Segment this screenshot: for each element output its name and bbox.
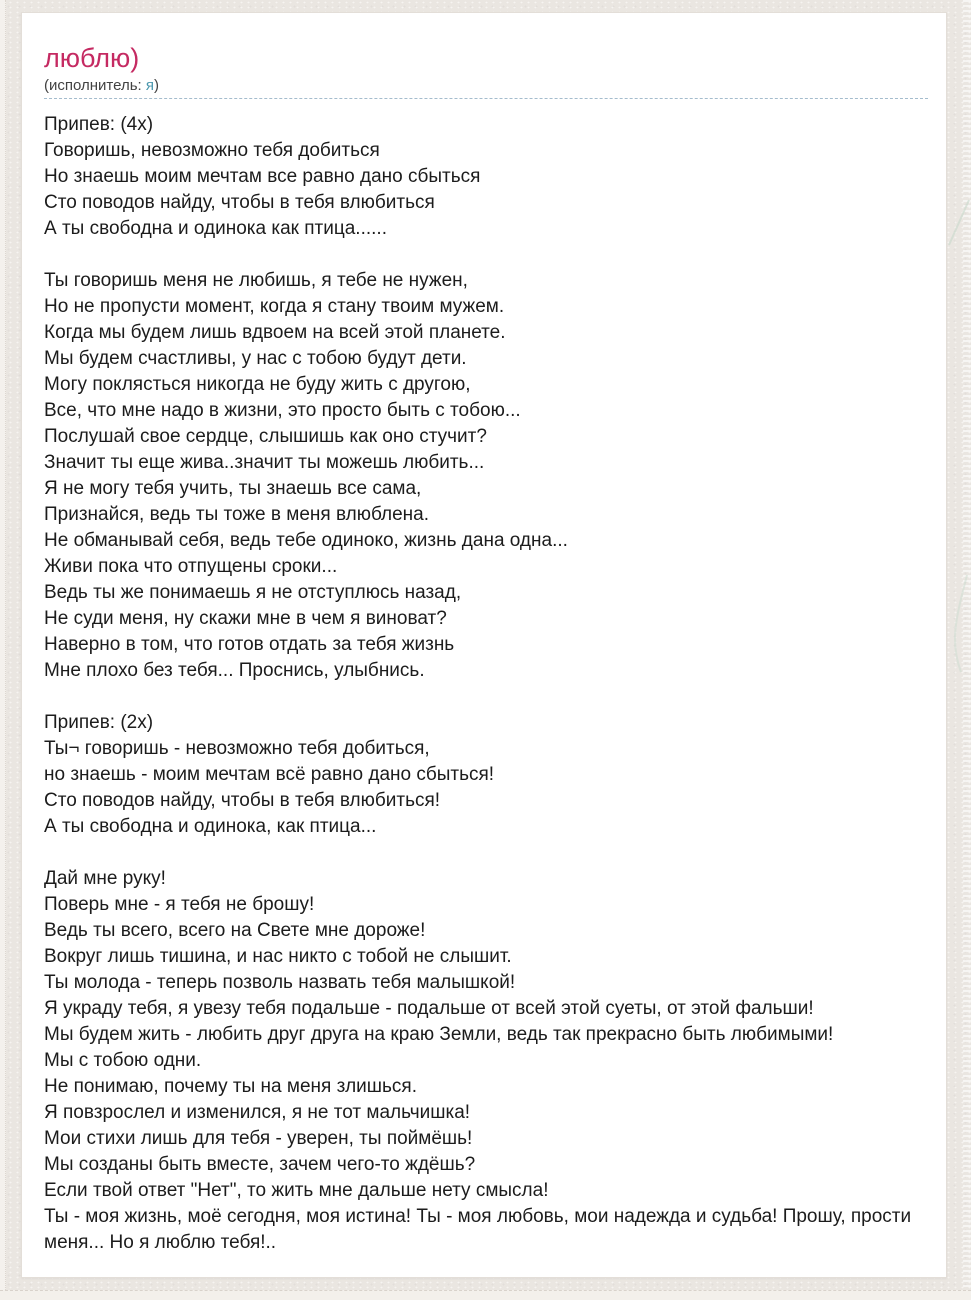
lyric-line: Ведь ты всего, всего на Свете мне дороже! — [44, 920, 426, 941]
lyric-line: Ты говоришь меня не любишь, я тебе не нужен, — [44, 270, 468, 291]
lyric-line — [44, 242, 942, 268]
lyric-line — [44, 684, 942, 710]
lyric-line: А ты свободна и одинока как птица...... — [44, 218, 387, 239]
lyric-line: Сто поводов найду, чтобы в тебя влюбиться — [44, 192, 435, 213]
lyric-line: Я повзрослел и изменился, я не тот мальчишка! — [44, 1102, 471, 1123]
lyric-line: Но знаешь моим мечтам все равно дано сбыться — [44, 166, 481, 187]
lyric-line: Поверь мне - я тебя не брошу! — [44, 894, 315, 915]
lyric-line: Говоришь, невозможно тебя добиться — [44, 140, 380, 161]
lyric-line: Признайся, ведь ты тоже в меня влюблена. — [44, 504, 429, 525]
artist-link[interactable]: я — [145, 77, 154, 94]
artist-label: (исполнитель: — [44, 77, 146, 94]
lyric-line: Значит ты еще жива..значит ты можешь любить... — [44, 452, 485, 473]
lyrics-card — [21, 12, 947, 1278]
lyric-line: А ты свободна и одинока, как птица... — [44, 816, 377, 837]
lyric-line: Мои стихи лишь для тебя - уверен, ты поймёшь! — [44, 1128, 473, 1149]
lyric-line: Живи пока что отпущены сроки... — [44, 556, 338, 577]
artist-line — [44, 77, 942, 95]
lyric-line: Мы с тобою одни. — [44, 1050, 202, 1071]
lyric-line: Если твой ответ "Нет", то жить мне дальше нету смысла! — [44, 1180, 549, 1201]
lyric-line: Ты - моя жизнь, моё сегодня, моя истина! Ты - моя любовь, мои надежда и судьба! Прошу, прости меня... Но я люблю тебя!.. — [44, 1206, 917, 1253]
page-edge-right — [963, 0, 971, 1300]
lyric-line: Припев: (2х) — [44, 712, 154, 733]
lyrics-block — [44, 112, 942, 1256]
lyric-line: Не обманывай себя, ведь тебе одиноко, жизнь дана одна... — [44, 530, 568, 551]
lyric-line: Наверно в том, что готов отдать за тебя жизнь — [44, 634, 455, 655]
lyrics-card-inner — [22, 13, 946, 1256]
lyric-line: Мы будем счастливы, у нас с тобою будут дети. — [44, 348, 467, 369]
lyric-line: Могу поклясться никогда не буду жить с другою, — [44, 374, 471, 395]
lyric-line: Я украду тебя, я увезу тебя подальше - подальше от всей этой суеты, от этой фальши! — [44, 998, 814, 1019]
lyric-line: но знаешь - моим мечтам всё равно дано сбыться! — [44, 764, 495, 785]
page-edge-bottom — [0, 1290, 971, 1300]
lyric-line: Ты¬ говоришь - невозможно тебя добиться, — [44, 738, 430, 759]
lyric-line: Не понимаю, почему ты на меня злишься. — [44, 1076, 417, 1097]
lyric-line: Ведь ты же понимаешь я не отступлюсь назад, — [44, 582, 462, 603]
page-edge-left — [0, 0, 6, 1300]
artist-label-suffix: ) — [154, 77, 159, 94]
lyric-line: Мне плохо без тебя... Проснись, улыбнись. — [44, 660, 425, 681]
lyric-line: Сто поводов найду, чтобы в тебя влюбиться! — [44, 790, 441, 811]
lyric-line: Не суди меня, ну скажи мне в чем я виноват? — [44, 608, 447, 629]
lyric-line: Когда мы будем лишь вдвоем на всей этой планете. — [44, 322, 506, 343]
lyric-line: Я не могу тебя учить, ты знаешь все сама, — [44, 478, 422, 499]
lyric-line: Ты молода - теперь позволь назвать тебя малышкой! — [44, 972, 516, 993]
lyric-line: Но не пропусти момент, когда я стану твоим мужем. — [44, 296, 505, 317]
lyric-line: Дай мне руку! — [44, 868, 166, 889]
lyric-line — [44, 840, 942, 866]
lyric-line: Все, что мне надо в жизни, это просто быть с тобою... — [44, 400, 521, 421]
lyric-line: Послушай свое сердце, слышишь как оно стучит? — [44, 426, 487, 447]
dashed-separator — [44, 98, 928, 99]
lyric-line: Припев: (4х) — [44, 114, 154, 135]
lyric-line: Мы будем жить - любить друг друга на краю Земли, ведь так прекрасно быть любимыми! — [44, 1024, 834, 1045]
song-title: люблю) — [44, 43, 140, 73]
lyric-line: Мы созданы быть вместе, зачем чего-то ждёшь? — [44, 1154, 476, 1175]
lyric-line: Вокруг лишь тишина, и нас никто с тобой не слышит. — [44, 946, 512, 967]
